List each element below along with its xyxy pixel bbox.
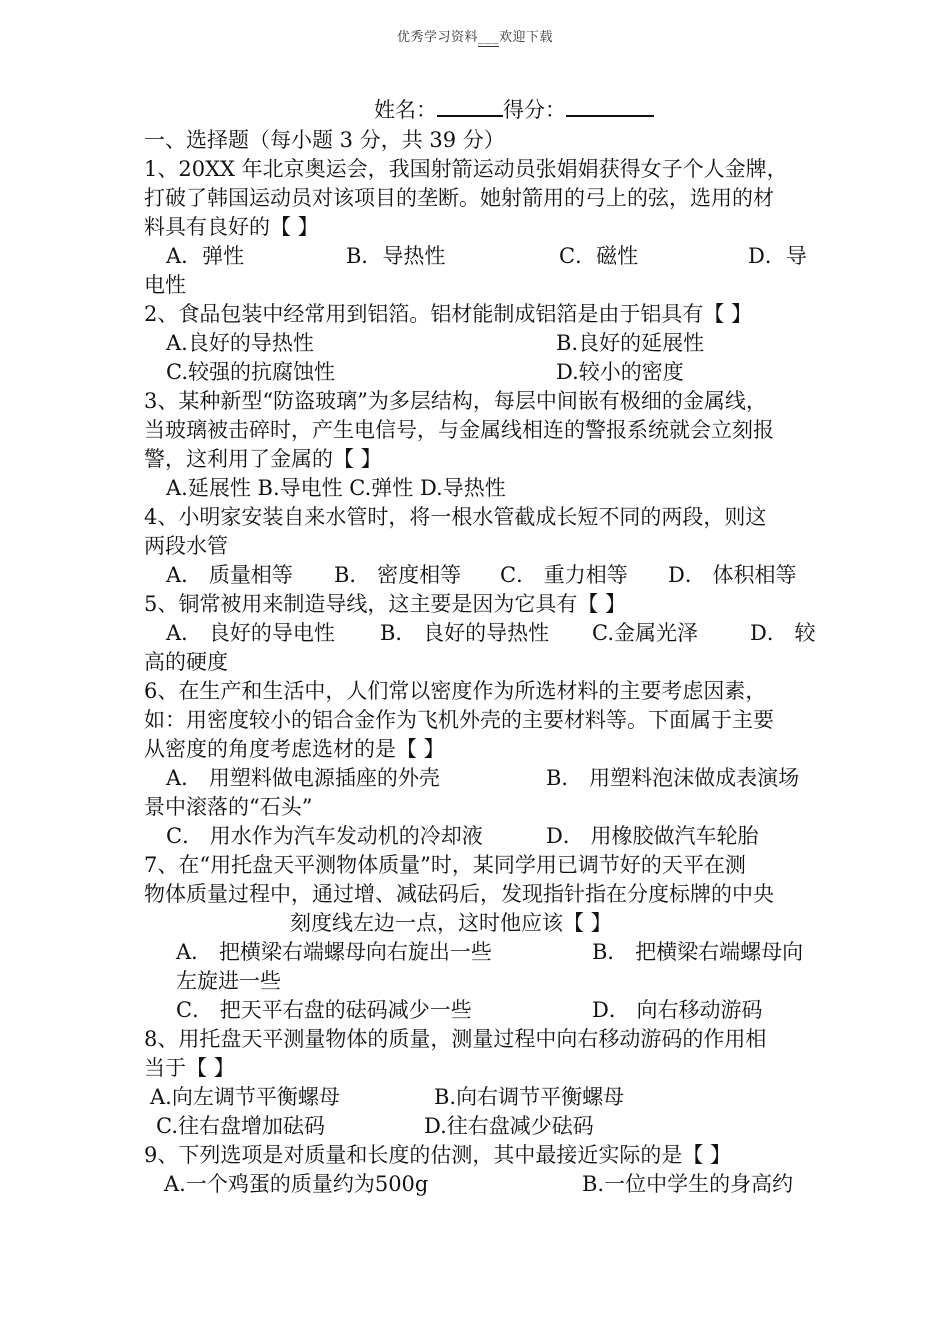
question-5-option-d-cont: 高的硬度 <box>144 650 228 674</box>
header-separator: ___ <box>478 30 499 45</box>
question-6-option-a: A． 用塑料做电源插座的外壳 <box>166 766 440 790</box>
question-7-line-2: 物体质量过程中，通过增、减砝码后，发现指针指在分度标牌的中央 <box>144 882 774 906</box>
header-text: 优秀学习资料 <box>396 30 478 45</box>
question-4-line-2: 两段水管 <box>144 534 228 558</box>
question-7-option-b: B． 把横梁右端螺母向 <box>592 940 804 964</box>
score-blank[interactable] <box>566 95 654 117</box>
question-8-option-b: B.向右调节平衡螺母 <box>434 1085 625 1109</box>
question-7-option-b-cont: 左旋进一些 <box>176 969 281 993</box>
question-6-option-c: C． 用水作为汽车发动机的冷却液 <box>166 824 483 848</box>
question-4-option-c: C． 重力相等 <box>500 563 628 587</box>
header-text-2: 欢迎下载 <box>499 30 554 45</box>
score-label: 得分： <box>503 98 566 122</box>
question-4-option-d: D． 体积相等 <box>668 563 797 587</box>
question-5-option-a: A． 良好的导电性 <box>166 621 335 645</box>
question-1-option-d: D．导 <box>748 244 807 268</box>
name-label: 姓名： <box>374 98 437 122</box>
question-1-option-b: B．导热性 <box>346 244 446 268</box>
name-score-line <box>374 94 654 124</box>
question-9-option-b: B.一位中学生的身高约 <box>582 1172 794 1196</box>
question-1-option-a: A．弹性 <box>166 244 245 268</box>
question-4-option-a: A． 质量相等 <box>166 563 293 587</box>
question-6-option-d: D． 用橡胶做汽车轮胎 <box>546 824 759 848</box>
question-5-option-d: D． 较 <box>750 621 816 645</box>
question-8-option-d: D.往右盘减少砝码 <box>424 1114 594 1138</box>
question-6-line-2: 如：用密度较小的铝合金作为飞机外壳的主要材料等。下面属于主要 <box>144 708 774 732</box>
question-7-line-3: 刻度线左边一点，这时他应该【 】 <box>290 911 612 935</box>
question-1-line-3: 料具有良好的【 】 <box>144 215 319 239</box>
question-3-line-1: 3、某种新型“防盗玻璃”为多层结构，每层中间嵌有极细的金属线， <box>144 389 767 413</box>
question-5-line-1: 5、铜常被用来制造导线，这主要是因为它具有【 】 <box>144 592 627 616</box>
question-9-option-a: A.一个鸡蛋的质量约为500g <box>164 1172 429 1196</box>
question-7-option-d: D． 向右移动游码 <box>592 998 763 1022</box>
section-title: 一、选择题（每小题 3 分，共 39 分） <box>144 128 505 152</box>
question-8-line-2: 当于【 】 <box>144 1056 235 1080</box>
question-3-line-2: 当玻璃被击碎时，产生电信号，与金属线相连的警报系统就会立刻报 <box>144 418 774 442</box>
question-3-line-3: 警，这利用了金属的【 】 <box>144 447 382 471</box>
question-5-option-b: B． 良好的导热性 <box>380 621 550 645</box>
question-4-option-b: B． 密度相等 <box>334 563 462 587</box>
question-6-line-1: 6、在生产和生活中，人们常以密度作为所选材料的主要考虑因素， <box>144 679 767 703</box>
question-8-line-1: 8、用托盘天平测量物体的质量，测量过程中向右移动游码的作用相 <box>144 1027 767 1051</box>
question-4-line-1: 4、小明家安装自来水管时，将一根水管截成长短不同的两段，则这 <box>144 505 767 529</box>
question-1-option-d-cont: 电性 <box>144 273 186 297</box>
question-6-option-b-cont: 景中滚落的“石头” <box>144 795 313 819</box>
question-7-option-c: C． 把天平右盘的砝码减少一些 <box>176 998 472 1022</box>
question-2-line-1: 2、食品包装中经常用到铝箔。铝材能制成铝箔是由于铝具有【 】 <box>144 302 753 326</box>
page-header <box>0 26 950 45</box>
question-2-option-c: C.较强的抗腐蚀性 <box>166 360 335 384</box>
question-3-options: A.延展性 B.导电性 C.弹性 D.导热性 <box>166 476 506 500</box>
question-7-line-1: 7、在“用托盘天平测物体质量”时，某同学用已调节好的天平在测 <box>144 853 746 877</box>
question-5-option-c: C.金属光泽 <box>592 621 698 645</box>
question-1-line-2: 打破了韩国运动员对该项目的垄断。她射箭用的弓上的弦，选用的材 <box>144 186 774 210</box>
question-8-option-a: A.向左调节平衡螺母 <box>150 1085 340 1109</box>
question-9-line-1: 9、下列选项是对质量和长度的估测，其中最接近实际的是【 】 <box>144 1143 732 1167</box>
question-1-option-c: C．磁性 <box>559 244 639 268</box>
question-2-option-b: B.良好的延展性 <box>556 331 705 355</box>
question-6-option-b: B． 用塑料泡沫做成表演场 <box>546 766 800 790</box>
question-6-line-3: 从密度的角度考虑选材的是【 】 <box>144 737 445 761</box>
question-8-option-c: C.往右盘增加砝码 <box>156 1114 325 1138</box>
question-1-line-1: 1、20XX 年北京奥运会，我国射箭运动员张娟娟获得女子个人金牌， <box>144 157 788 181</box>
question-2-option-d: D.较小的密度 <box>556 360 684 384</box>
question-2-option-a: A.良好的导热性 <box>166 331 314 355</box>
name-blank[interactable] <box>437 95 503 117</box>
question-7-option-a: A． 把横梁右端螺母向右旋出一些 <box>176 940 492 964</box>
